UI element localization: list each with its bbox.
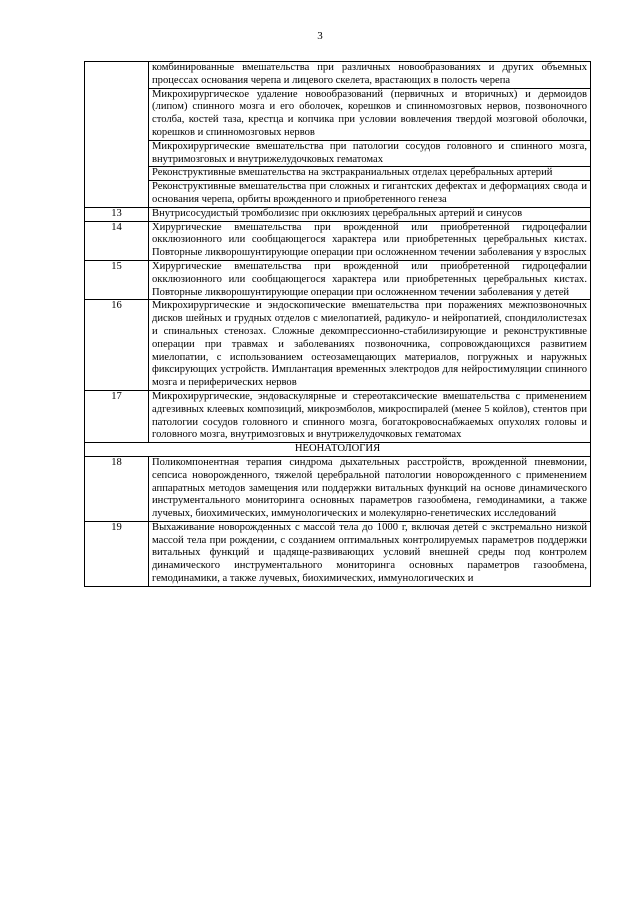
table-row: [85, 88, 591, 140]
table-row: [85, 181, 591, 208]
row-number-cell: 14: [85, 221, 149, 260]
section-header-row: [85, 443, 591, 457]
row-description: комбинированные вмешательства при различных новообразованиях и других объемных процессах основания черепа и лицевого скелета, врастающих в полость черепа: [149, 62, 591, 89]
page-number: 3: [317, 30, 323, 42]
row-description: Выхаживание новорожденных с массой тела до 1000 г, включая детей с экстремально низкой массой тела при рождении, с созданием оптимальных контролируемых параметров поддержки витальных функций и щадяще-развивающих условий внешней среды под контролем динамического инструментального мониторинга основных параметров газообмена, гемодинамики, а также лучевых, биохимических, иммунологических и: [149, 521, 591, 586]
table-row: [85, 521, 591, 586]
row-description: Реконструктивные вмешательства при сложных и гигантских дефектах и деформациях свода и основания черепа, орбиты врожденного и приобретенного генеза: [149, 181, 591, 208]
row-description: Поликомпонентная терапия синдрома дыхательных расстройств, врожденной пневмонии, сепсиса новорожденного, тяжелой церебральной патологии новорожденного с применением аппаратных методов замещения или поддержки витальных функций на основе динамического инструментального мониторинга основных параметров газообмена, гемодинамики, а также лучевых, биохимических, иммунологических и молекулярно-генетических исследований: [149, 456, 591, 521]
row-description: Микрохирургические вмешательства при патологии сосудов головного и спинного мозга, внутримозговых и внутрижелудочковых гематомах: [149, 140, 591, 167]
row-description: Хирургические вмешательства при врожденной или приобретенной гидроцефалии окклюзионного или сообщающегося характера или приобретенных церебральных кистах. Повторные ликворошунтирующие операции при осложненном течении заболевания у взрослых: [149, 221, 591, 260]
row-description: Реконструктивные вмешательства на экстракраниальных отделах церебральных артерий: [149, 167, 591, 181]
row-description: Хирургические вмешательства при врожденной или приобретенной гидроцефалии окклюзионного или сообщающегося характера или приобретенных церебральных кистах. Повторные ликворошунтирующие операции при осложненном течении заболевания у детей: [149, 260, 591, 299]
procedures-table: [84, 61, 591, 587]
table-row: [85, 260, 591, 299]
row-number-cell: 13: [85, 207, 149, 221]
table-row: [85, 207, 591, 221]
row-description: Внутрисосудистый тромболизис при окклюзиях церебральных артерий и синусов: [149, 207, 591, 221]
row-number-cell: 19: [85, 521, 149, 586]
row-number-cell: [85, 62, 149, 208]
table-row: [85, 300, 591, 391]
section-title: НЕОНАТОЛОГИЯ: [85, 443, 591, 457]
row-number-cell: 17: [85, 390, 149, 442]
table-row: [85, 390, 591, 442]
row-number-cell: 15: [85, 260, 149, 299]
table-row: [85, 62, 591, 89]
table-row: [85, 456, 591, 521]
row-number-cell: 16: [85, 300, 149, 391]
row-description: Микрохирургическое удаление новообразований (первичных и вторичных) и дермоидов (липом) спинного мозга и его оболочек, корешков и спинномозговых нервов, позвоночного столба, костей таза, крестца и копчика при условии вовлечения твердой мозговой оболочки, корешков и спинномозговых нервов: [149, 88, 591, 140]
table-row: [85, 167, 591, 181]
row-number-cell: 18: [85, 456, 149, 521]
table-row: [85, 221, 591, 260]
table-row: [85, 140, 591, 167]
row-description: Микрохирургические, эндоваскулярные и стереотаксические вмешательства с применением адгезивных клеевых композиций, микроэмболов, микроспиралей (менее 5 койлов), стентов при патологии сосудов головного и спинного мозга, богатокровоснабжаемых опухолях головы и головного мозга, внутримозговых и внутрижелудочковых гематомах: [149, 390, 591, 442]
row-description: Микрохирургические и эндоскопические вмешательства при поражениях межпозвоночных дисков шейных и грудных отделов с миелопатией, радикуло- и нейропатией, спондилолистезах и спинальных стенозах. Сложные декомпрессионно-стабилизирующие и реконструктивные операции при травмах и заболеваниях позвоночника, сопровождающихся развитием миелопатии, с использованием остеозамещающих материалов, погружных и наружных фиксирующих устройств. Имплантация временных электродов для нейростимуляции спинного мозга и периферических нервов: [149, 300, 591, 391]
